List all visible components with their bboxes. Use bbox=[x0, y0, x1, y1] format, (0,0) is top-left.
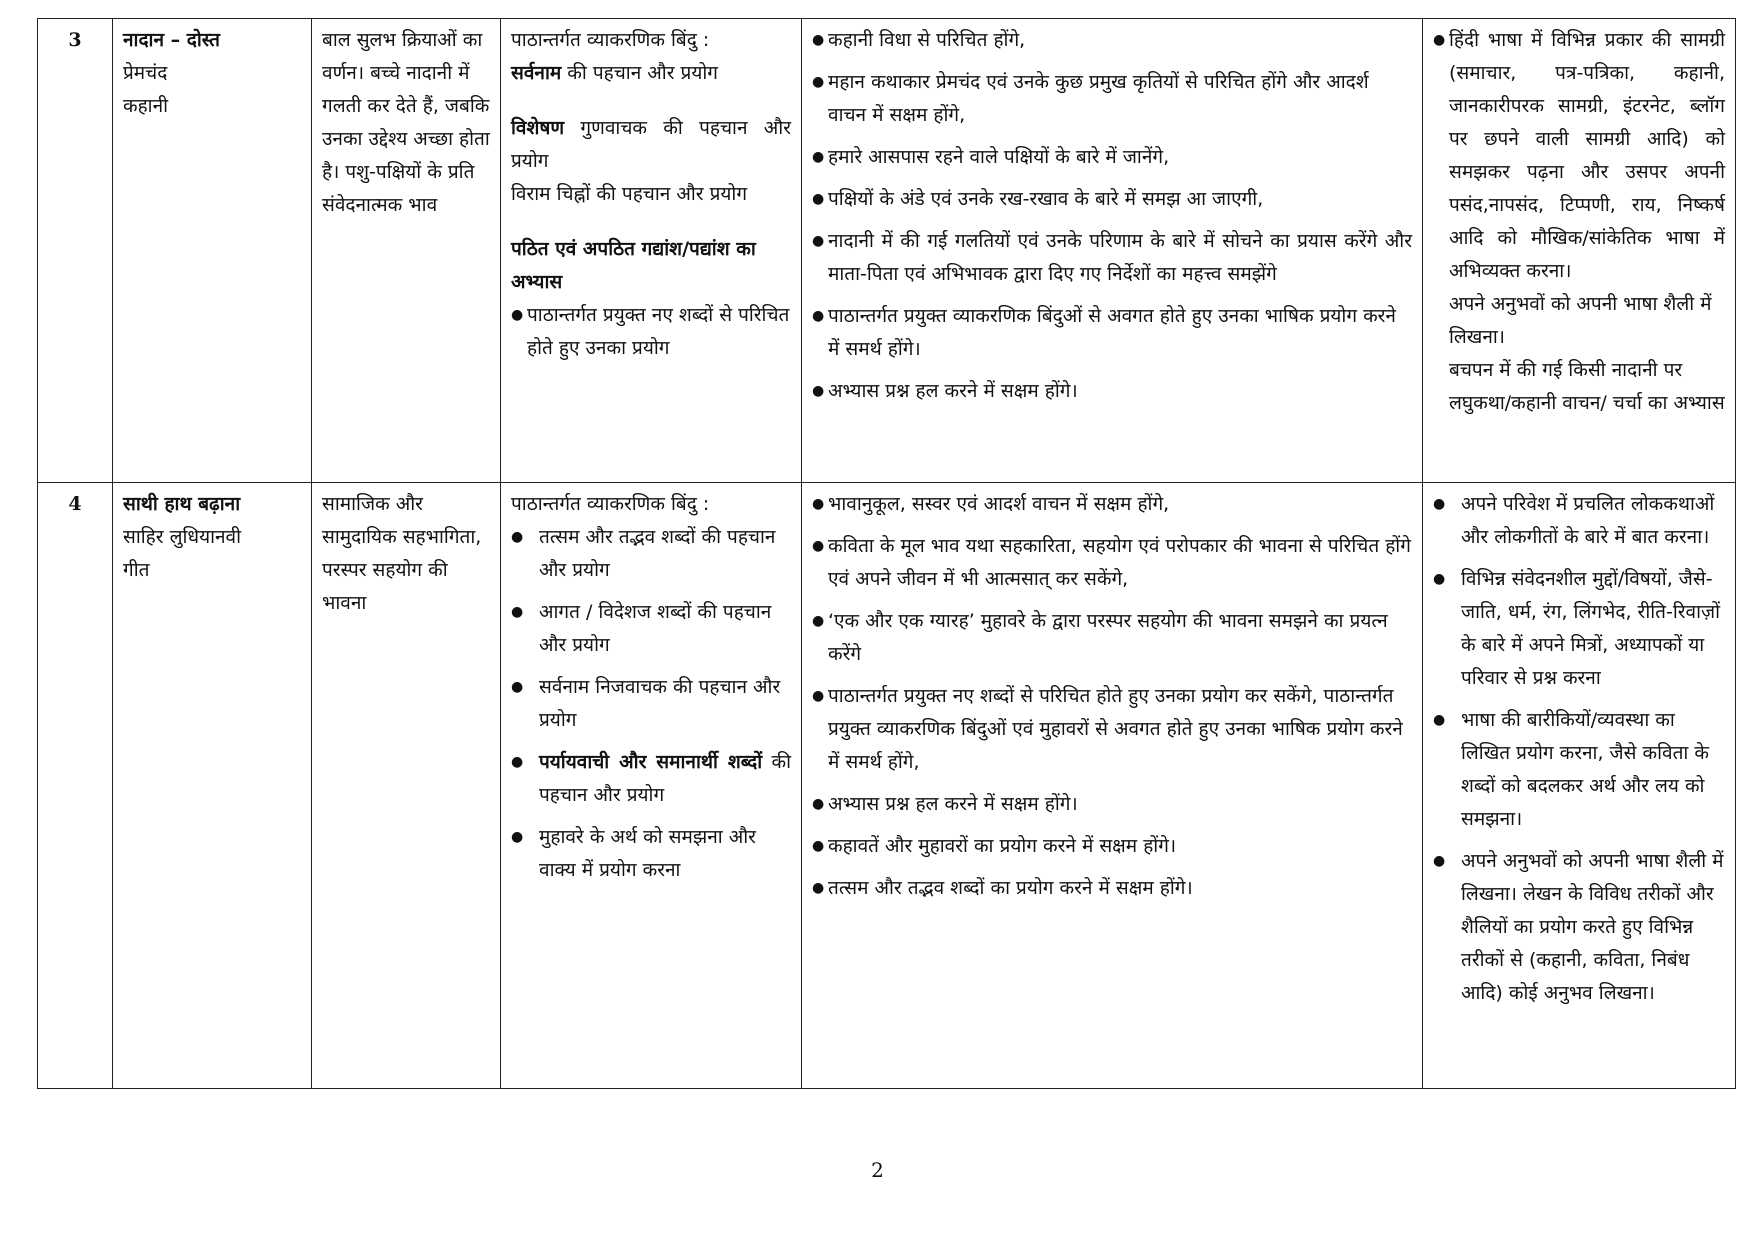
list-item: ● कहानी विधा से परिचित होंगे, bbox=[812, 24, 1412, 57]
list-item: ● सर्वनाम निजवाचक की पहचान और प्रयोग bbox=[511, 671, 791, 737]
list-item: ● पक्षियों के अंडे एवं उनके रख-रखाव के बारे में समझ आ जाएगी, bbox=[812, 183, 1412, 216]
lesson-number: 4 bbox=[38, 483, 113, 1089]
list-item: ● महान कथाकार प्रेमचंद एवं उनके कुछ प्रमुख कृतियों से परिचित होंगे और आदर्श वाचन में सक्षम होंगे, bbox=[812, 66, 1412, 132]
list-item: ● मुहावरे के अर्थ को समझना और वाक्य में प्रयोग करना bbox=[511, 821, 791, 887]
activities-list bbox=[1433, 488, 1725, 1010]
table-row bbox=[38, 19, 1736, 483]
list-item: ● अपने अनुभवों को अपनी भाषा शैली में लिखना। लेखन के विविध तरीकों और शैलियों का प्रयोग करते हुए विभिन्न तरीकों से (कहानी, कविता, निबंध आदि) कोई अनुभव लिखना। bbox=[1433, 845, 1725, 1010]
activity-text: अपने अनुभवों को अपनी भाषा शैली में लिखना। bbox=[1449, 293, 1712, 348]
lesson-number: 3 bbox=[38, 19, 113, 483]
lesson-title-cell bbox=[113, 19, 312, 483]
grammar-point bbox=[511, 112, 791, 178]
grammar-heading: पाठान्तर्गत व्याकरणिक बिंदु : bbox=[511, 493, 710, 515]
grammar-heading: पाठान्तर्गत व्याकरणिक बिंदु : bbox=[511, 29, 710, 51]
grammar-bullets bbox=[511, 521, 791, 887]
list-item: ● ‘एक और एक ग्यारह’ मुहावरे के द्वारा परस्पर सहयोग की भावना समझने का प्रयत्न करेंगे bbox=[812, 605, 1412, 671]
list-item: ● हिंदी भाषा में विभिन्न प्रकार की सामग्री (समाचार, पत्र-पत्रिका, कहानी, जानकारीपरक सामग्री, इंटरनेट, ब्लॉग पर छपने वाली सामग्री आदि) को समझकर पढ़ना और उसपर अपनी पसंद,नापसंद, टिप्पणी, राय, निष्कर्ष आदि को मौखिक/सांकेतिक भाषा में अभिव्यक्त करना। bbox=[1433, 24, 1725, 288]
grammar-point-bold: विशेषण bbox=[511, 117, 565, 139]
grammar-point-bold: पठित एवं अपठित गद्यांश/पद्यांश का अभ्यास bbox=[511, 238, 756, 293]
list-item: ● हमारे आसपास रहने वाले पक्षियों के बारे में जानेंगे, bbox=[812, 141, 1412, 174]
list-item: ● पाठान्तर्गत प्रयुक्त नए शब्दों से परिचित होते हुए उनका प्रयोग कर सकेंगे, पाठान्तर्गत प्रयुक्त व्याकरणिक बिंदुओं एवं मुहावरों से अवगत होते हुए उनका भाषिक प्रयोग करने में समर्थ होंगे, bbox=[812, 680, 1412, 779]
lesson-theme: बाल सुलभ क्रियाओं का वर्णन। बच्चे नादानी में गलती कर देते हैं, जबकि उनका उद्देश्य अच्छा होता है। पशु-पक्षियों के प्रति संवेदनात्मक भाव bbox=[312, 19, 501, 483]
activities-list bbox=[1433, 24, 1725, 288]
lesson-genre: कहानी bbox=[123, 95, 169, 117]
activities-cell bbox=[1423, 19, 1736, 483]
list-item: ● पाठान्तर्गत प्रयुक्त व्याकरणिक बिंदुओं से अवगत होते हुए उनका भाषिक प्रयोग करने में समर्थ होंगे। bbox=[812, 300, 1412, 366]
grammar-cell bbox=[501, 483, 802, 1089]
lesson-author: प्रेमचंद bbox=[123, 62, 168, 84]
grammar-point bbox=[511, 57, 791, 90]
page-number: 2 bbox=[871, 1158, 884, 1182]
list-item: ● भावानुकूल, सस्वर एवं आदर्श वाचन में सक्षम होंगे, bbox=[812, 488, 1412, 521]
list-item: ● नादानी में की गई गलतियों एवं उनके परिणाम के बारे में सोचने का प्रयास करेंगे और माता-पिता एवं अभिभावक द्वारा दिए गए निर्देशों का महत्त्व समझेंगे bbox=[812, 225, 1412, 291]
list-item: ● अपने परिवेश में प्रचलित लोककथाओं और लोकगीतों के बारे में बात करना। bbox=[1433, 488, 1725, 554]
list-item: ● कहावतें और मुहावरों का प्रयोग करने में सक्षम होंगे। bbox=[812, 830, 1412, 863]
list-item: ● अभ्यास प्रश्न हल करने में सक्षम होंगे। bbox=[812, 375, 1412, 408]
list-item: ● आगत / विदेशज शब्दों की पहचान और प्रयोग bbox=[511, 596, 791, 662]
learning-outcomes-cell bbox=[802, 483, 1423, 1089]
learning-outcomes-cell bbox=[802, 19, 1423, 483]
activities-cell bbox=[1423, 483, 1736, 1089]
list-item: ● अभ्यास प्रश्न हल करने में सक्षम होंगे। bbox=[812, 788, 1412, 821]
activity-text: बचपन में की गई किसी नादानी पर लघुकथा/कहानी वाचन/ चर्चा का अभ्यास bbox=[1449, 359, 1725, 414]
list-item: ● तत्सम और तद्भव शब्दों का प्रयोग करने में सक्षम होंगे। bbox=[812, 872, 1412, 905]
list-item: ● विभिन्न संवेदनशील मुद्दों/विषयों, जैसे- जाति, धर्म, रंग, लिंगभेद, रीति-रिवाज़ों के बारे में अपने मित्रों, अध्यापकों या परिवार से प्रश्न करना bbox=[1433, 563, 1725, 695]
grammar-point-text: की पहचान और प्रयोग bbox=[561, 62, 718, 84]
grammar-point-text: विराम चिह्नों की पहचान और प्रयोग bbox=[511, 183, 748, 205]
lesson-title: साथी हाथ बढ़ाना bbox=[123, 493, 241, 515]
learning-outcomes-list bbox=[812, 24, 1412, 408]
table-row bbox=[38, 483, 1736, 1089]
list-item: ● भाषा की बारीकियों/व्यवस्था का लिखित प्रयोग करना, जैसे कविता के शब्दों को बदलकर अर्थ और लय को समझना। bbox=[1433, 704, 1725, 836]
list-item: ● तत्सम और तद्भव शब्दों की पहचान और प्रयोग bbox=[511, 521, 791, 587]
lesson-author: साहिर लुधियानवी bbox=[123, 526, 242, 548]
lesson-title: नादान – दोस्त bbox=[123, 29, 220, 51]
syllabus-table bbox=[37, 18, 1736, 1089]
lesson-genre: गीत bbox=[123, 559, 150, 581]
grammar-point-text: गुणवाचक की पहचान और प्रयोग bbox=[511, 117, 791, 172]
learning-outcomes-list bbox=[812, 488, 1412, 905]
list-item: ● कविता के मूल भाव यथा सहकारिता, सहयोग एवं परोपकार की भावना से परिचित होंगे एवं अपने जीवन में भी आत्मसात् कर सकेंगे, bbox=[812, 530, 1412, 596]
grammar-point-bold: पर्यायवाची और समानार्थी शब्दों bbox=[539, 751, 763, 773]
grammar-bullets bbox=[511, 299, 791, 365]
grammar-point-text: की पहचान और प्रयोग bbox=[539, 751, 791, 806]
grammar-point-bold: सर्वनाम bbox=[511, 62, 562, 84]
list-item bbox=[511, 746, 791, 812]
lesson-theme: सामाजिक और सामुदायिक सहभागिता, परस्पर सहयोग की भावना bbox=[312, 483, 501, 1089]
grammar-cell bbox=[501, 19, 802, 483]
lesson-title-cell bbox=[113, 483, 312, 1089]
list-item: ● पाठान्तर्गत प्रयुक्त नए शब्दों से परिचित होते हुए उनका प्रयोग bbox=[511, 299, 791, 365]
